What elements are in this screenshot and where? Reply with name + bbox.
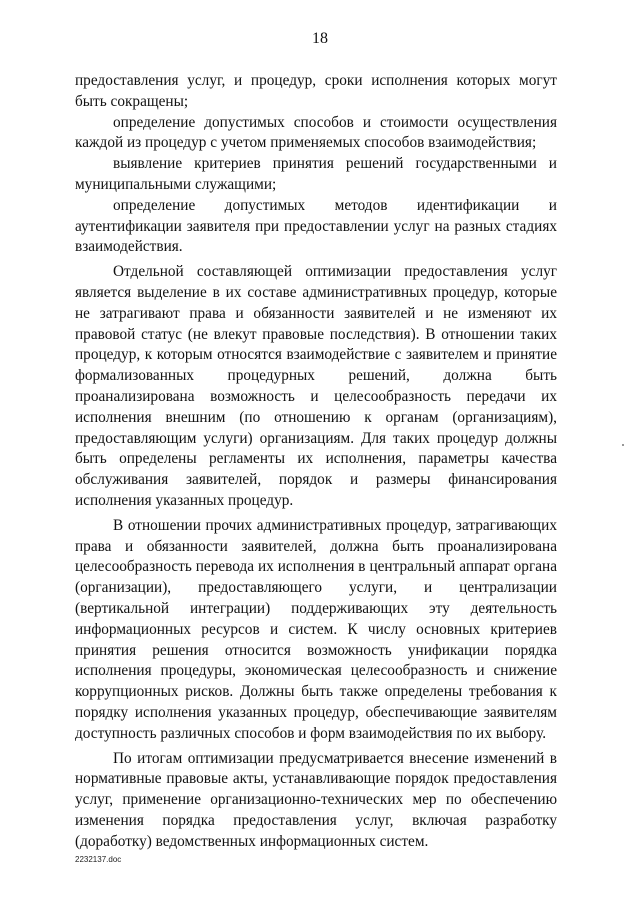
paragraph: определение допустимых способов и стоимости осуществления каждой из процедур с учетом применяемых способов взаимодействия; bbox=[75, 113, 557, 152]
paragraph: определение допустимых методов идентификации и аутентификации заявителя при предоставлении услуг на разных стадиях взаимодействия. bbox=[75, 196, 557, 256]
document-body bbox=[75, 71, 557, 852]
page-number: 18 bbox=[312, 30, 328, 47]
paragraph: По итогам оптимизации предусматривается внесение изменений в нормативные правовые акты, устанавливающие порядок предоставления услуг, применение организационно-технических мер по обеспечению изменения порядка предоставления услуг, включая разработку (доработку) ведомственных информационных систем. bbox=[75, 749, 557, 850]
paragraph: В отношении прочих административных процедур, затрагивающих права и обязанности заявителей, должна быть проанализирована целесообразность перевода их исполнения в центральный аппарат органа (организации), предоставляющего услуги, и централизации (вертикальной интеграции) поддерживающих эту деятельность информационных ресурсов и систем. К числу основных критериев принятия решения относится возможность унификации порядка исполнения процедуры, экономическая целесообразность и снижение коррупционных рисков. Должны быть также определены требования к порядку исполнения указанных процедур, обеспечивающие заявителям доступность различных способов и форм взаимодействия по их выбору. bbox=[75, 516, 557, 742]
paragraph: выявление критериев принятия решений государственными и муниципальными служащими; bbox=[75, 155, 557, 193]
footer-filename: 2232137.doc bbox=[75, 855, 122, 864]
paragraph: Отдельной составляющей оптимизации предоставления услуг является выделение в их составе административных процедур, которые не затрагивают права и обязанности заявителей и не изменяют их правовой статус (не влекут правовые последствия). В отношении таких процедур, к которым относятся взаимодействие с заявителем и принятие формализованных процедурных решений, должна быть проанализирована возможность и целесообразность передачи их исполнения внешним (по отношению к органам (организациям), предоставляющим услуги) организациям. Для таких процедур должны быть определены регламенты их исполнения, параметры качества обслуживания заявителей, порядок и размеры финансирования исполнения указанных процедур. bbox=[75, 263, 557, 509]
scan-speck bbox=[622, 444, 624, 446]
paragraph: предоставления услуг, и процедур, сроки исполнения которых могут быть сокращены; bbox=[75, 72, 557, 110]
